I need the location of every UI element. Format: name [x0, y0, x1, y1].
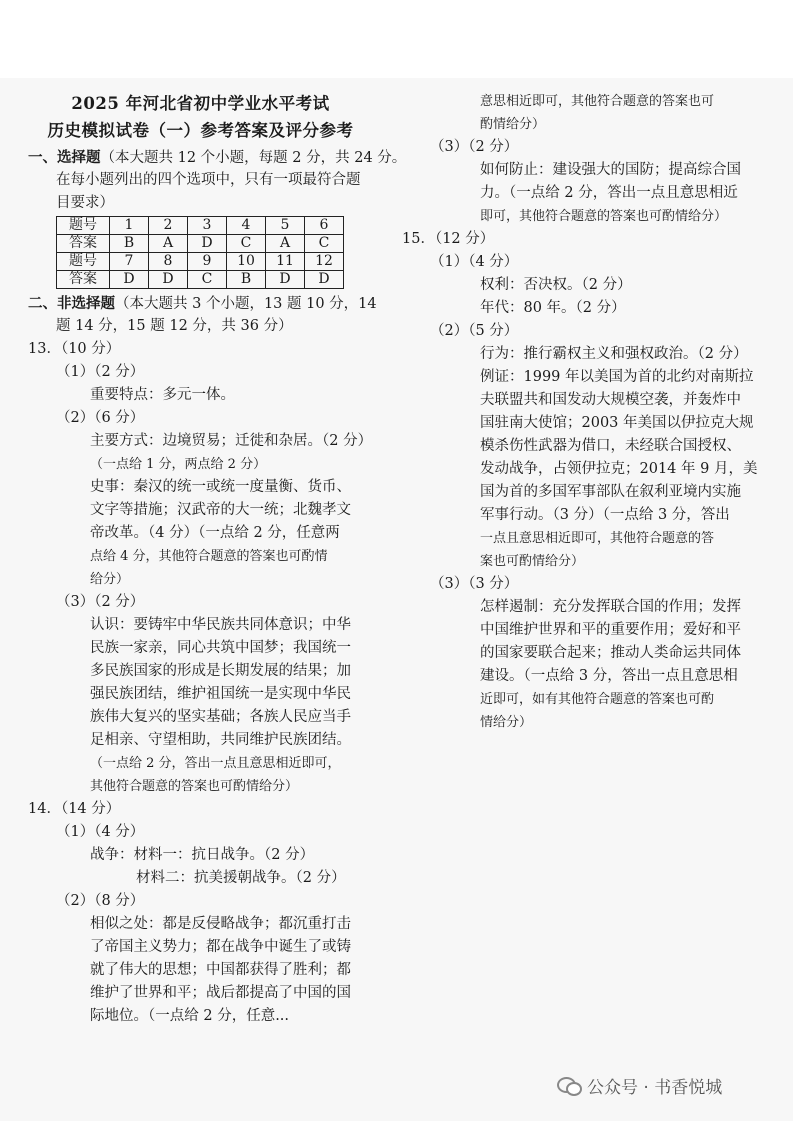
q13-part3-line: （一点给 2 分，答出一点且意思相近即可，: [90, 756, 341, 771]
q13-part3-line: 多民族国家的形成是长期发展的结果；加: [90, 663, 351, 679]
table-cell: 10: [227, 253, 266, 271]
q15-part2-heading: （2）（5 分）: [430, 323, 519, 339]
table-cell: C: [305, 235, 344, 253]
table-cell: D: [188, 235, 227, 253]
q13-part2-line: 点给 4 分，其他符合题意的答案也可酌情: [90, 549, 328, 564]
left-column: [28, 78, 407, 1028]
table-row: [57, 253, 344, 271]
q13-part3-line: 族伟大复兴的坚实基础；各族人民应当手: [90, 709, 351, 725]
q15-part3-line: 建设。（一点给 3 分，答出一点且意思相: [480, 668, 738, 684]
q15-part2-line: 军事行动。（3 分）（一点给 3 分，答出: [480, 507, 730, 523]
table-cell: D: [149, 271, 188, 289]
q13-part2-line: （一点给 1 分，两点给 2 分）: [90, 457, 267, 472]
table-cell: 题号: [57, 253, 110, 271]
table-cell: 6: [305, 217, 344, 235]
table-cell: A: [149, 235, 188, 253]
section1-desc: （本大题共 12 个小题，每题 2 分，共 24 分。: [100, 150, 407, 166]
q13-part1-heading: （1）（2 分）: [56, 364, 145, 380]
q15-heading: 15．（12 分）: [402, 231, 495, 247]
q13-part2-line: 给分）: [90, 572, 130, 587]
q15-part2-line: 一点且意思相近即可，其他符合题意的答: [480, 531, 715, 546]
q13-part2-line: 文字等措施；汉武帝的大一统；北魏孝文: [90, 502, 351, 518]
table-cell: 11: [266, 253, 305, 271]
q14-part2-line: 了帝国主义势力；都在战争中诞生了或铸: [90, 939, 351, 955]
q15-part1-heading: （1）（4 分）: [430, 254, 519, 270]
table-cell: D: [266, 271, 305, 289]
section2-line1: [28, 292, 377, 315]
q13-part1-line: 重要特点：多元一体。: [90, 387, 235, 403]
account-watermark: [557, 1072, 722, 1098]
q13-part3-line: 强民族团结，维护祖国统一是实现中华民: [90, 686, 351, 702]
table-cell: 4: [227, 217, 266, 235]
q14-part3-heading: （3）（2 分）: [430, 139, 519, 155]
q13-part3-heading: （3）（2 分）: [56, 594, 145, 610]
q14-part1-line: 战争：材料一：抗日战争。（2 分）: [90, 847, 315, 863]
exam-title: 2025 年河北省初中学业水平考试: [71, 94, 330, 113]
table-cell: 7: [110, 253, 149, 271]
table-cell: 9: [188, 253, 227, 271]
q13-part3-line: 其他符合题意的答案也可酌情给分）: [90, 779, 299, 794]
table-cell: 1: [110, 217, 149, 235]
q14-part3-line: 即可，其他符合题意的答案也可酌情给分）: [480, 209, 728, 224]
table-cell: 答案: [57, 271, 110, 289]
q14-part2-line: 就了伟大的思想；中国都获得了胜利；都: [90, 962, 351, 978]
q14-part3-line: 如何防止：建设强大的国防；提高综合国: [480, 162, 741, 178]
section1-desc-line3: 目要求）: [56, 195, 114, 211]
table-cell: 3: [188, 217, 227, 235]
q13-part2-line: 主要方式：边境贸易；迁徙和杂居。（2 分）: [90, 433, 373, 449]
q15-part2-line: 案也可酌情给分）: [480, 554, 585, 569]
q13-part2-line: 史事：秦汉的统一或统一度量衡、货币、: [90, 479, 351, 495]
table-cell: D: [110, 271, 149, 289]
table-cell: D: [305, 271, 344, 289]
q15-part3-line: 情给分）: [480, 715, 533, 730]
table-cell: A: [266, 235, 305, 253]
table-cell: C: [188, 271, 227, 289]
q15-part2-line: 夫联盟共和国发动大规模空袭，并轰炸中: [480, 392, 741, 408]
q15-part1-line: 年代：80 年。（2 分）: [480, 300, 626, 316]
table-row: [57, 271, 344, 289]
q13-part2-line: 帝改革。（4 分）（一点给 2 分，任意两: [90, 525, 340, 541]
table-cell: 答案: [57, 235, 110, 253]
q14-continued-line: 意思相近即可，其他符合题意的答案也可: [480, 94, 715, 109]
table-cell: 2: [149, 217, 188, 235]
q15-part3-heading: （3）（3 分）: [430, 576, 519, 592]
q13-heading: 13．（10 分）: [28, 341, 121, 357]
watermark-text: 公众号 · 书香悦城: [587, 1077, 723, 1098]
q15-part3-line: 的国家要联合起来；推动人类命运共同体: [480, 645, 741, 661]
section1-line1: [28, 146, 407, 169]
q14-part2-line: 际地位。（一点给 2 分，任意...: [90, 1008, 290, 1024]
q14-part3-line: 力。（一点给 2 分，答出一点且意思相近: [480, 185, 738, 201]
table-row: [57, 235, 344, 253]
section1-desc-line2: 在每小题列出的四个选项中，只有一项最符合题: [56, 172, 361, 188]
q13-part3-line: 民族一家亲，同心共筑中国梦；我国统一: [90, 640, 351, 656]
q14-part1-heading: （1）（4 分）: [56, 824, 145, 840]
q15-part2-line: 发动战争，占领伊拉克；2014 年 9 月，美: [480, 461, 758, 477]
table-cell: C: [227, 235, 266, 253]
q14-heading: 14．（14 分）: [28, 801, 121, 817]
table-cell: 5: [266, 217, 305, 235]
q13-part2-heading: （2）（6 分）: [56, 410, 145, 426]
q15-part3-line: 近即可，如有其他符合题意的答案也可酌: [480, 692, 715, 707]
section2-heading: 二、非选择题: [28, 295, 115, 312]
q15-part1-line: 权利：否决权。（2 分）: [480, 277, 632, 293]
q15-part2-line: 国为首的多国军事部队在叙利亚境内实施: [480, 484, 741, 500]
table-row: [57, 217, 344, 235]
q14-part2-line: 维护了世界和平；战后都提高了中国的国: [90, 985, 351, 1001]
section2-desc: （本大题共 3 个小题，13 题 10 分，14: [115, 296, 377, 312]
table-cell: B: [227, 271, 266, 289]
q14-continued-line: 酌情给分）: [480, 117, 546, 132]
answer-table: [56, 216, 344, 289]
q15-part2-line: 国驻南大使馆；2003 年美国以伊拉克大规: [480, 415, 754, 431]
q15-part2-line: 例证：1999 年以美国为首的北约对南斯拉: [480, 369, 754, 385]
q14-part1-line: 材料二：抗美援朝战争。（2 分）: [136, 870, 346, 886]
q15-part2-line: 行为：推行霸权主义和强权政治。（2 分）: [480, 346, 748, 362]
q13-part3-line: 认识：要铸牢中华民族共同体意识；中华: [90, 617, 351, 633]
table-cell: 题号: [57, 217, 110, 235]
section2-desc-line2: 题 14 分，15 题 12 分，共 36 分）: [56, 318, 293, 334]
exam-subtitle: 历史模拟试卷（一）参考答案及评分参考: [47, 121, 354, 140]
table-cell: 12: [305, 253, 344, 271]
right-column: [402, 78, 772, 734]
q15-part3-line: 怎样遏制：充分发挥联合国的作用；发挥: [480, 599, 741, 615]
q15-part3-line: 中国维护世界和平的重要作用；爱好和平: [480, 622, 741, 638]
section1-heading: 一、选择题: [28, 149, 101, 166]
table-cell: 8: [149, 253, 188, 271]
q14-part2-heading: （2）（8 分）: [56, 893, 145, 909]
q14-part2-line: 相似之处：都是反侵略战争；都沉重打击: [90, 916, 351, 932]
q13-part3-line: 足相亲、守望相助，共同维护民族团结。: [90, 732, 351, 748]
table-cell: B: [110, 235, 149, 253]
wechat-icon: [557, 1075, 581, 1095]
q15-part2-line: 模杀伤性武器为借口，未经联合国授权、: [480, 438, 741, 454]
